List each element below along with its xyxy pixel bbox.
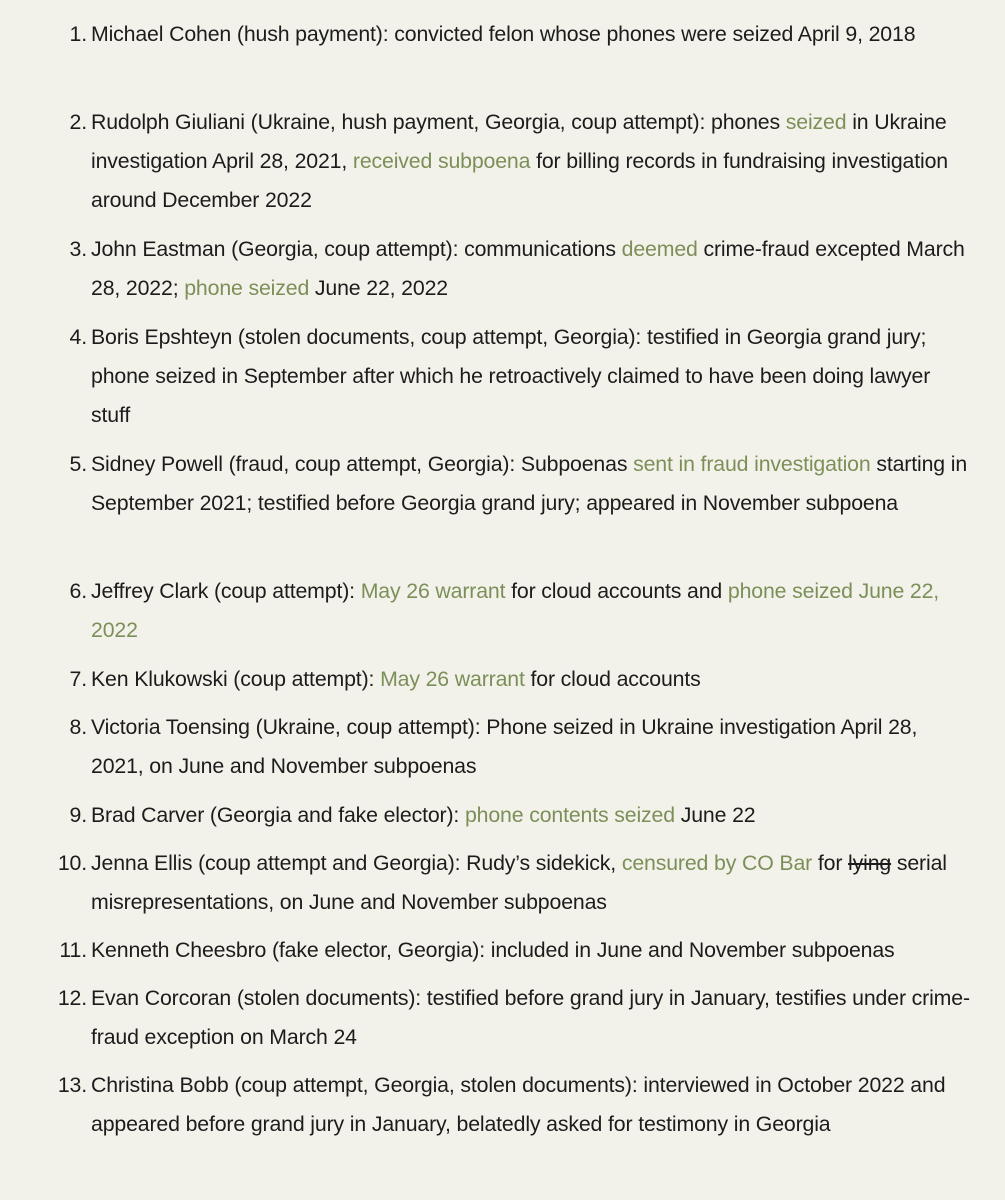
item-text: Rudolph Giuliani (Ukraine, hush payment, Georgia, coup attempt): phones	[91, 110, 786, 134]
item-text: Jenna Ellis (coup attempt and Georgia): Rudy’s sidekick,	[91, 851, 622, 875]
link-censured-by-co-bar[interactable]: censured by CO Bar	[621, 851, 813, 875]
list-item-5	[69, 445, 971, 523]
list-item-4	[69, 318, 971, 435]
item-number: 13.	[57, 1073, 87, 1097]
item-text: Ken Klukowski (coup attempt):	[91, 667, 381, 691]
item-text: for cloud accounts	[524, 667, 701, 691]
item-text: John Eastman (Georgia, coup attempt): communications	[91, 237, 622, 261]
item-text: Sidney Powell (fraud, coup attempt, Georgia): Subpoenas	[91, 452, 634, 476]
item-text: for	[812, 851, 849, 875]
link-sent-in-fraud-investigation[interactable]: sent in fraud investigation	[633, 452, 871, 476]
link-seized[interactable]: seized	[785, 110, 847, 134]
item-text: starting in September 2021; testified before Georgia grand jury; appeared in November subpoena	[91, 452, 968, 515]
list-item-11	[59, 931, 971, 970]
item-number: 11.	[59, 938, 87, 962]
item-text: Brad Carver (Georgia and fake elector):	[91, 803, 465, 827]
link-phone-contents-seized[interactable]: phone contents seized	[464, 803, 675, 827]
list-item-13	[57, 1066, 971, 1144]
item-number: 6.	[69, 579, 87, 603]
struck-text: lying	[848, 851, 892, 875]
item-number: 8.	[69, 715, 87, 739]
item-text: Boris Epshteyn (stolen documents, coup attempt, Georgia): testified in Georgia grand jury; phone seized in September after which he retroactively claimed to have been doing lawyer stuff	[91, 325, 931, 427]
item-text: Kenneth Cheesbro (fake elector, Georgia): included in June and November subpoenas	[91, 938, 895, 962]
link-phone-seized-june-22[interactable]: phone seized June 22, 2022	[91, 579, 940, 642]
item-text: serial misrepresentations, on June and November subpoenas	[91, 851, 947, 914]
item-text: Christina Bobb (coup attempt, Georgia, stolen documents): interviewed in October 2022 and appeared before grand jury in January, belatedly asked for testimony in Georgia	[91, 1073, 946, 1136]
link-may-26-warrant[interactable]: May 26 warrant	[360, 579, 506, 603]
item-number: 12.	[57, 986, 87, 1010]
item-number: 10.	[57, 851, 87, 875]
list-item-9	[69, 796, 971, 835]
list-item-6	[69, 572, 971, 650]
item-text: for cloud accounts and	[505, 579, 728, 603]
link-may-26-warrant[interactable]: May 26 warrant	[380, 667, 525, 691]
item-number: 9.	[69, 803, 87, 827]
item-number: 7.	[69, 667, 87, 691]
item-number: 5.	[69, 452, 87, 476]
item-text: crime-fraud excepted March 28, 2022;	[91, 237, 965, 300]
item-number: 1.	[69, 22, 87, 46]
list-item-7	[69, 660, 971, 699]
item-text: June 22	[674, 803, 756, 827]
item-text: June 22, 2022	[309, 276, 448, 300]
item-text: Michael Cohen (hush payment): convicted felon whose phones were seized April 9, 2018	[91, 22, 916, 46]
list-item-3	[69, 230, 971, 308]
item-text: Evan Corcoran (stolen documents): testified before grand jury in January, testifies under crime-fraud exception on March 24	[91, 986, 970, 1049]
list-item-2	[69, 103, 971, 220]
item-number: 4.	[69, 325, 87, 349]
item-text: for billing records in fundraising investigation around December 2022	[91, 149, 948, 212]
link-phone-seized[interactable]: phone seized	[184, 276, 310, 300]
link-deemed[interactable]: deemed	[621, 237, 698, 261]
list-item-10	[57, 844, 971, 922]
list-item-8	[69, 708, 971, 786]
link-received-subpoena[interactable]: received subpoena	[352, 149, 531, 173]
list-item-12	[57, 979, 971, 1057]
item-text: in Ukraine investigation April 28, 2021,	[91, 110, 947, 173]
item-number: 3.	[69, 237, 87, 261]
item-number: 2.	[69, 110, 87, 134]
list-item-1	[69, 15, 971, 54]
item-text: Jeffrey Clark (coup attempt):	[91, 579, 361, 603]
item-text: Victoria Toensing (Ukraine, coup attempt): Phone seized in Ukraine investigation April 28, 2021, on June and November subpoenas	[91, 715, 918, 778]
